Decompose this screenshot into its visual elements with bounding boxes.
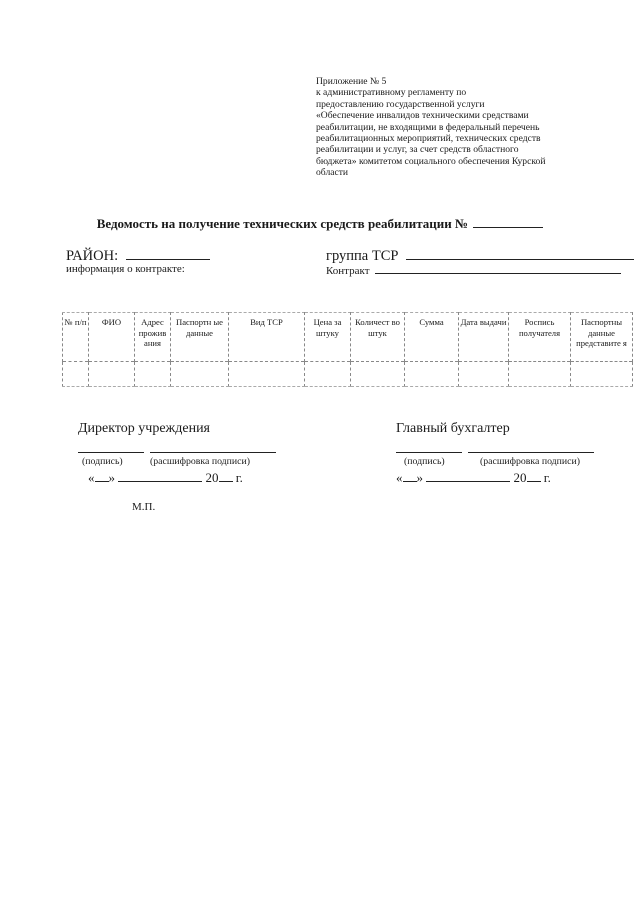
table-cell[interactable] — [135, 362, 171, 387]
tsr-group-blank — [406, 247, 634, 260]
appendix-line: Приложение № 5 — [316, 76, 387, 87]
month-blank — [426, 470, 510, 482]
table-cell[interactable] — [351, 362, 405, 387]
year-blank — [527, 470, 541, 482]
contract-field — [326, 263, 621, 277]
table-cell[interactable] — [305, 362, 351, 387]
director-signature-line — [78, 452, 144, 453]
table-row — [63, 362, 633, 387]
appendix-line: реабилитации и услуг, за счет средств областного — [316, 144, 519, 156]
date-close-quote: » — [108, 470, 115, 485]
col-header-tsr-type: Вид ТСР — [229, 313, 305, 362]
appendix-line: к административному регламенту по — [316, 87, 467, 99]
year-prefix: 20 — [513, 470, 527, 485]
table-header-row — [63, 313, 633, 362]
date-open-quote: « — [88, 470, 95, 485]
table-cell[interactable] — [63, 362, 89, 387]
director-signature-caption: (подпись) — [82, 456, 123, 467]
director-decoding-caption: (расшифровка подписи) — [150, 456, 251, 467]
stamp-place: М.П. — [132, 501, 156, 513]
accountant-signature-caption: (подпись) — [404, 456, 445, 467]
col-header-sum: Сумма — [405, 313, 459, 362]
col-header-passport: Паспортн ые данные — [171, 313, 229, 362]
col-header-full-name: ФИО — [89, 313, 135, 362]
director-title: Директор учреждения — [78, 421, 210, 436]
director-decoding-line — [150, 452, 276, 453]
document-title — [0, 216, 640, 232]
col-header-number: № п/п — [63, 313, 89, 362]
appendix-line: предоставлению государственной услуги — [316, 98, 485, 110]
district-blank — [126, 247, 210, 260]
year-blank — [219, 470, 233, 482]
date-open-quote: « — [396, 470, 403, 485]
table-cell[interactable] — [571, 362, 633, 387]
accountant-date-line — [396, 470, 551, 486]
table-cell[interactable] — [405, 362, 459, 387]
col-header-unit-price: Цена за штуку — [305, 313, 351, 362]
col-header-address: Адрес прожив ания — [135, 313, 171, 362]
table-cell[interactable] — [229, 362, 305, 387]
day-blank — [403, 470, 417, 482]
contract-blank — [375, 263, 621, 274]
year-prefix: 20 — [205, 470, 219, 485]
document-title-text: Ведомость на получение технических средств реабилитации № — [96, 216, 469, 231]
month-blank — [118, 470, 202, 482]
year-suffix: г. — [543, 470, 551, 485]
appendix-line: реабилитационных мероприятий, технических средств — [316, 133, 541, 145]
table-cell[interactable] — [459, 362, 509, 387]
col-header-recipient-signature: Роспись получателя — [509, 313, 571, 362]
table-cell[interactable] — [89, 362, 135, 387]
col-header-issue-date: Дата выдачи — [459, 313, 509, 362]
accountant-decoding-caption: (расшифровка подписи) — [480, 456, 581, 467]
director-date-line — [88, 470, 243, 486]
district-label: РАЙОН: — [66, 248, 119, 264]
col-header-representative-passport: Паспортны данные представите я — [571, 313, 633, 362]
date-close-quote: » — [416, 470, 423, 485]
appendix-line: бюджета» комитетом социального обеспечения Курской — [316, 155, 546, 167]
accountant-signature-line — [396, 452, 462, 453]
accountant-decoding-line — [468, 452, 594, 453]
tsr-group-label: группа ТСР — [326, 248, 399, 264]
col-header-quantity: Количест во штук — [351, 313, 405, 362]
contract-label: Контракт — [326, 265, 370, 277]
statement-table — [62, 312, 633, 387]
accountant-title: Главный бухгалтер — [396, 421, 510, 436]
statement-number-blank — [473, 216, 543, 228]
appendix-line: «Обеспечение инвалидов техническими средствами — [316, 110, 529, 122]
contract-info-label: информация о контракте: — [66, 263, 185, 275]
day-blank — [95, 470, 109, 482]
table-cell[interactable] — [509, 362, 571, 387]
table-cell[interactable] — [171, 362, 229, 387]
appendix-note — [316, 76, 598, 179]
appendix-line: области — [316, 167, 349, 179]
year-suffix: г. — [235, 470, 243, 485]
appendix-line: реабилитации, не входящими в федеральный перечень — [316, 121, 540, 133]
